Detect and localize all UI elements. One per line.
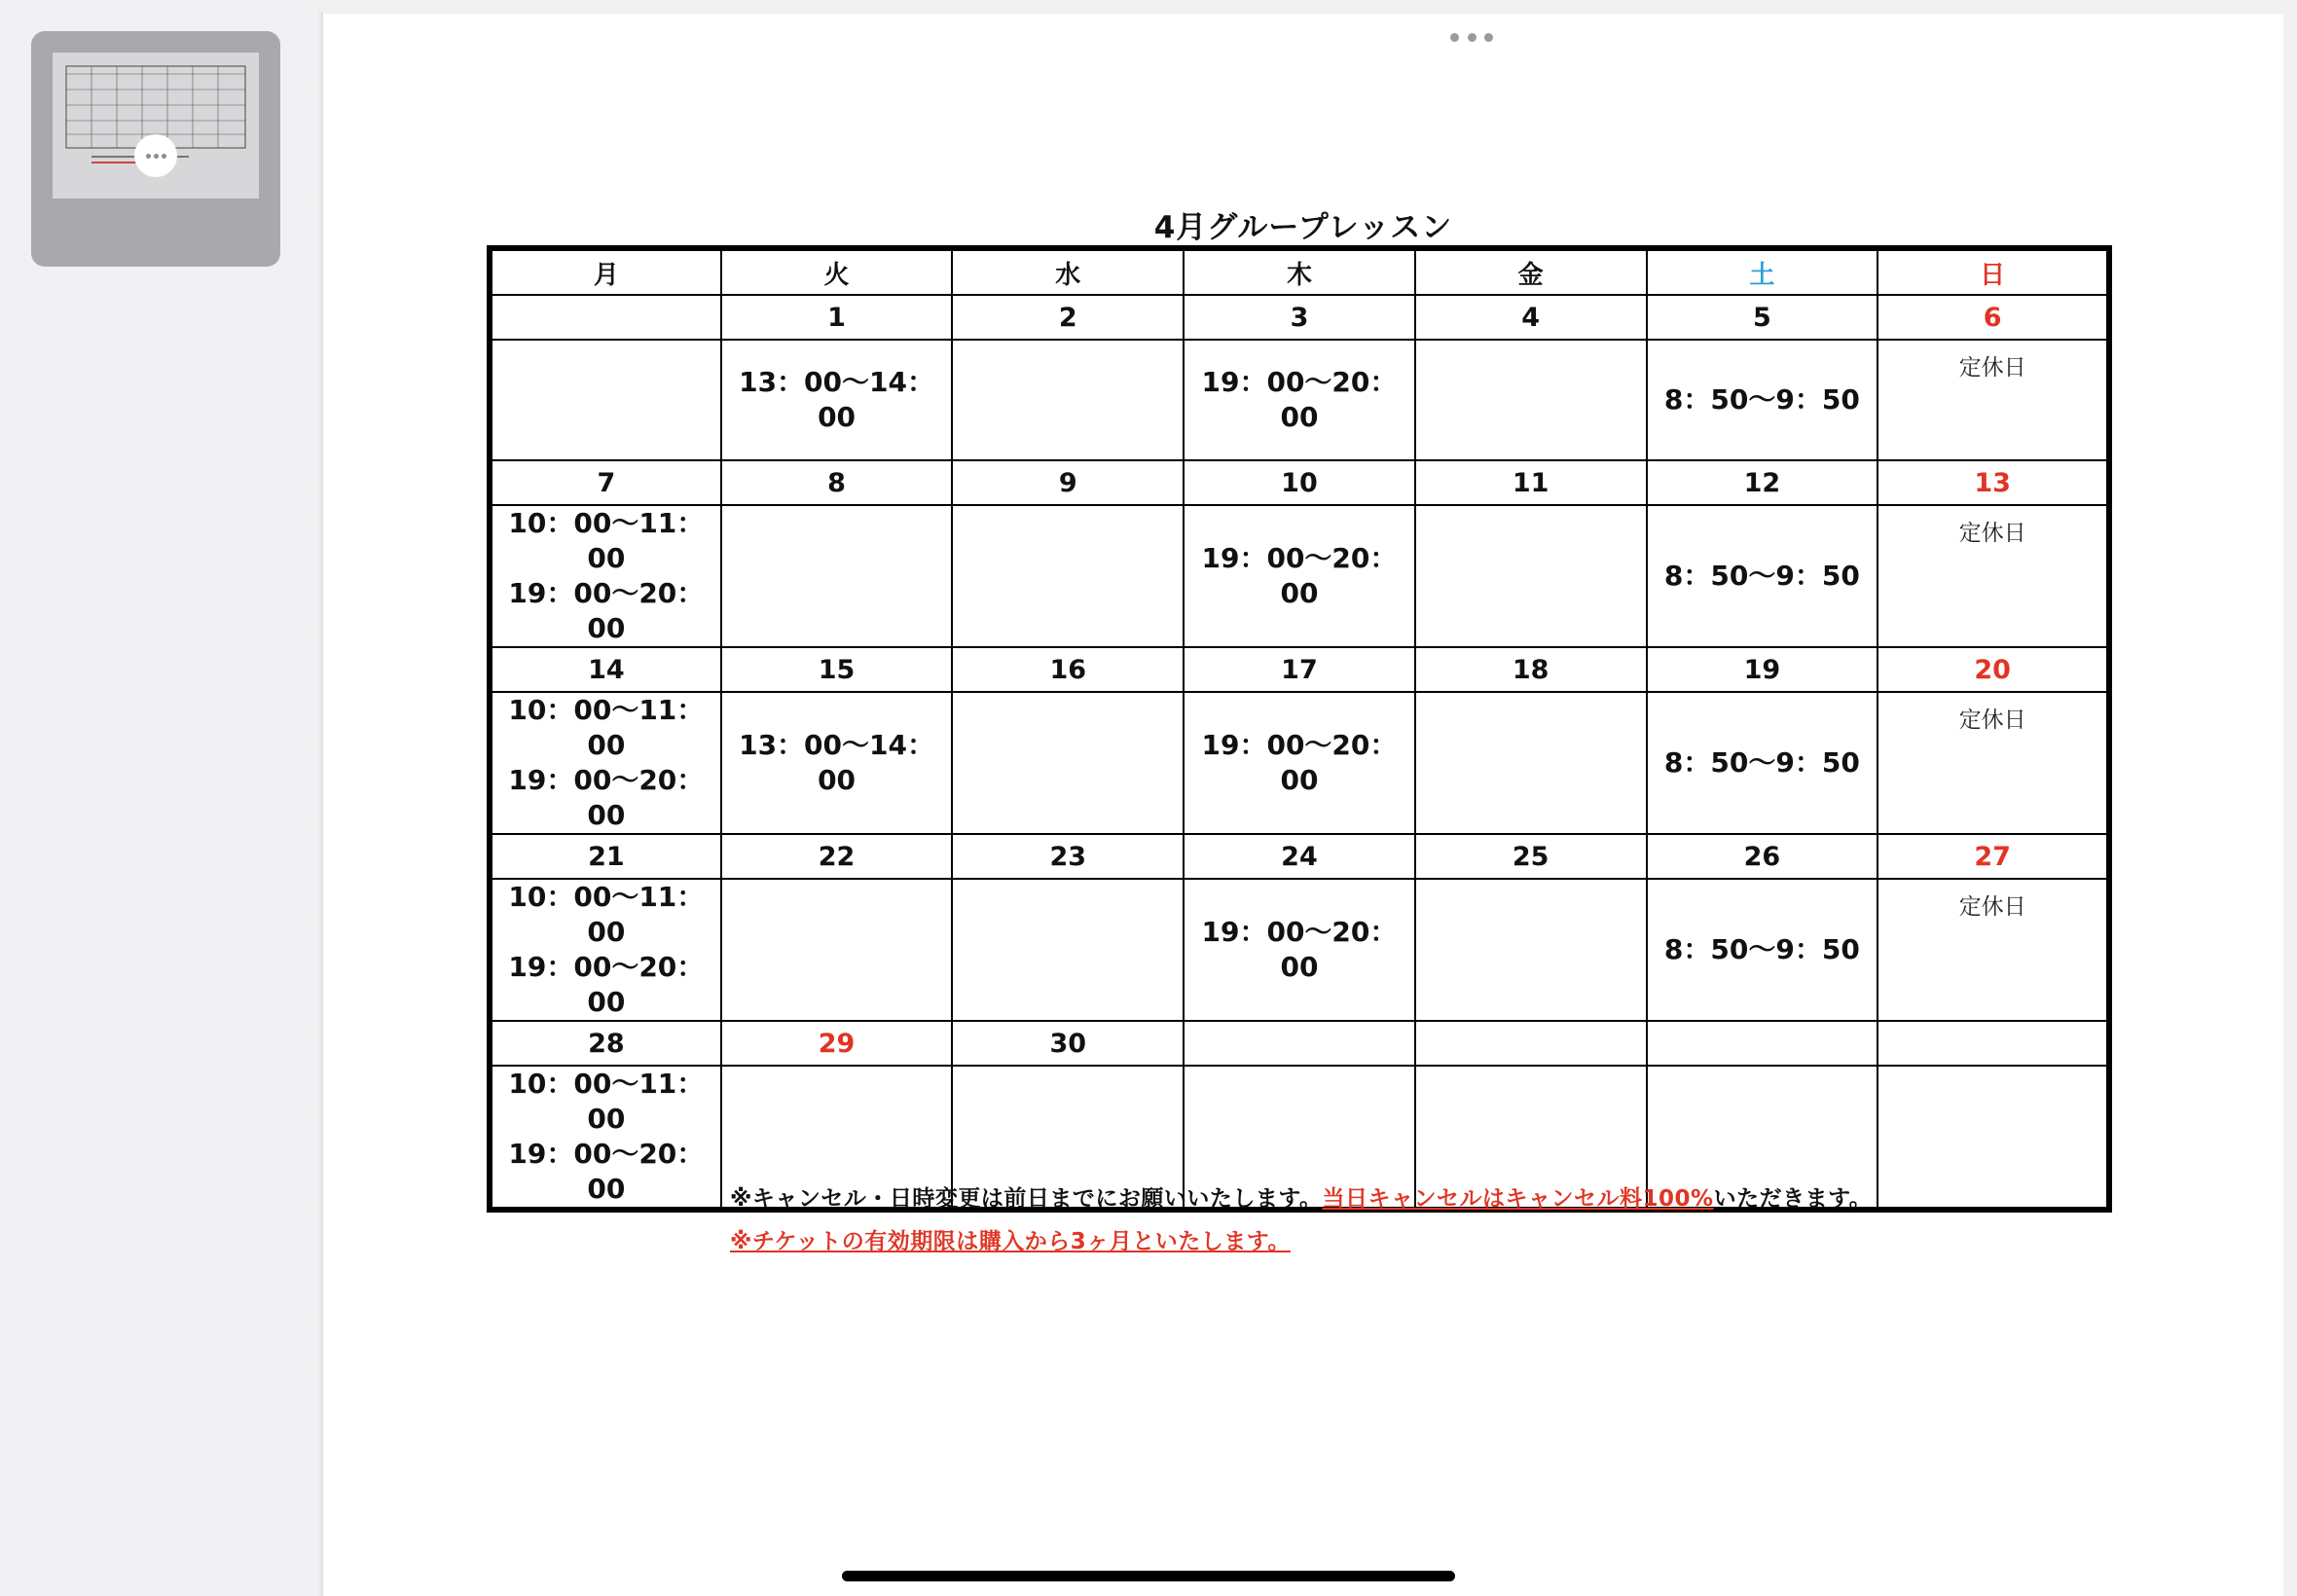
lesson-cell <box>490 340 721 460</box>
lesson-row <box>490 879 2109 1021</box>
lesson-cell <box>1878 1066 2109 1210</box>
date-cell: 17 <box>1184 647 1415 692</box>
ellipsis-icon <box>146 154 151 159</box>
date-cell <box>1415 1021 1647 1066</box>
lesson-time: 10：00〜11：00 <box>508 1068 705 1135</box>
date-cell <box>490 295 721 340</box>
date-cell: 3 <box>1184 295 1415 340</box>
lesson-cell <box>721 505 953 647</box>
lesson-time: 10：00〜11：00 <box>508 507 705 574</box>
lesson-cell <box>1415 340 1647 460</box>
date-cell: 19 <box>1647 647 1878 692</box>
same-day-fee-note: 当日キャンセルはキャンセル料100% <box>1322 1186 1714 1212</box>
date-cell: 22 <box>721 834 953 879</box>
closed-day-label: 定休日 <box>1958 355 2026 381</box>
lesson-time: 8：50〜9：50 <box>1663 746 1860 779</box>
weekday-header: 金 <box>1415 248 1647 295</box>
lesson-time: 19：00〜20：00 <box>1201 729 1398 796</box>
date-cell: 7 <box>490 460 721 505</box>
document-page[interactable] <box>323 14 2283 1596</box>
lesson-cell <box>1184 879 1415 1021</box>
closed-day-label: 定休日 <box>1958 521 2026 546</box>
date-cell: 5 <box>1647 295 1878 340</box>
date-cell <box>1878 1021 2109 1066</box>
ellipsis-icon <box>1450 33 1459 42</box>
lesson-row <box>490 340 2109 460</box>
date-cell: 30 <box>952 1021 1184 1066</box>
date-cell: 20 <box>1878 647 2109 692</box>
date-cell: 14 <box>490 647 721 692</box>
lesson-cell <box>1647 340 1878 460</box>
lesson-cell <box>952 692 1184 834</box>
lesson-time: 13：00〜14：00 <box>739 366 934 433</box>
lesson-cell <box>952 340 1184 460</box>
date-cell: 4 <box>1415 295 1647 340</box>
date-cell: 6 <box>1878 295 2109 340</box>
lesson-time: 8：50〜9：50 <box>1663 383 1860 416</box>
weekday-header: 火 <box>721 248 953 295</box>
lesson-cell <box>1184 692 1415 834</box>
lesson-cell <box>721 692 953 834</box>
lesson-time: 19：00〜20：00 <box>1201 916 1398 983</box>
lesson-cell <box>1184 505 1415 647</box>
date-cell <box>1647 1021 1878 1066</box>
date-cell: 26 <box>1647 834 1878 879</box>
lesson-cell <box>490 1066 721 1210</box>
lesson-cell <box>1878 692 2109 834</box>
lesson-cell <box>490 692 721 834</box>
date-cell: 10 <box>1184 460 1415 505</box>
date-row <box>490 834 2109 879</box>
date-cell: 1 <box>721 295 953 340</box>
date-cell: 8 <box>721 460 953 505</box>
thumbnail-menu-button[interactable] <box>134 134 177 177</box>
weekday-header: 木 <box>1184 248 1415 295</box>
cancellation-note <box>730 1178 1872 1220</box>
lesson-time: 19：00〜20：00 <box>508 577 705 644</box>
lesson-cell <box>721 340 953 460</box>
date-row <box>490 295 2109 340</box>
lesson-time: 19：00〜20：00 <box>1201 366 1398 433</box>
lesson-cell <box>1415 692 1647 834</box>
date-cell: 27 <box>1878 834 2109 879</box>
page-thumbnail[interactable] <box>31 31 280 267</box>
lesson-cell <box>1647 692 1878 834</box>
date-cell: 24 <box>1184 834 1415 879</box>
lesson-calendar <box>487 245 2112 1213</box>
lesson-cell <box>1415 879 1647 1021</box>
lesson-cell <box>952 879 1184 1021</box>
date-cell: 23 <box>952 834 1184 879</box>
lesson-time: 8：50〜9：50 <box>1663 933 1860 965</box>
lesson-time: 10：00〜11：00 <box>508 881 705 948</box>
date-cell: 13 <box>1878 460 2109 505</box>
home-indicator[interactable] <box>842 1571 1455 1581</box>
page-thumbnail-sidebar <box>0 0 319 1596</box>
lesson-row <box>490 505 2109 647</box>
lesson-cell <box>1878 879 2109 1021</box>
lesson-cell <box>490 879 721 1021</box>
lesson-cell <box>1878 505 2109 647</box>
date-cell: 18 <box>1415 647 1647 692</box>
lesson-cell <box>1647 505 1878 647</box>
lesson-cell <box>721 879 953 1021</box>
weekday-header: 日 <box>1878 248 2109 295</box>
lesson-time: 19：00〜20：00 <box>1201 542 1398 609</box>
lesson-time: 19：00〜20：00 <box>508 951 705 1018</box>
date-cell <box>1184 1021 1415 1066</box>
calendar-title: 4月グループレッスン <box>1153 210 1453 245</box>
lesson-row <box>490 692 2109 834</box>
lesson-cell <box>1415 505 1647 647</box>
lesson-cell <box>1647 879 1878 1021</box>
closed-day-label: 定休日 <box>1958 707 2026 733</box>
date-cell: 21 <box>490 834 721 879</box>
lesson-time: 13：00〜14：00 <box>739 729 934 796</box>
date-cell: 28 <box>490 1021 721 1066</box>
date-cell: 2 <box>952 295 1184 340</box>
lesson-cell <box>490 505 721 647</box>
closed-day-label: 定休日 <box>1958 894 2026 920</box>
date-row <box>490 1021 2109 1066</box>
lesson-time: 10：00〜11：00 <box>508 694 705 761</box>
date-cell: 25 <box>1415 834 1647 879</box>
weekday-header: 月 <box>490 248 721 295</box>
lesson-time: 8：50〜9：50 <box>1663 560 1860 592</box>
lesson-cell <box>952 505 1184 647</box>
cancellation-note-suffix: いただきます。 <box>1713 1186 1873 1212</box>
cancellation-note-text: ※キャンセル・日時変更は前日までにお願いいたします。 <box>730 1186 1323 1212</box>
weekday-header: 水 <box>952 248 1184 295</box>
lesson-time: 19：00〜20：00 <box>508 1138 705 1205</box>
weekday-header-row <box>490 248 2109 295</box>
lesson-time: 19：00〜20：00 <box>508 764 705 831</box>
lesson-cell <box>1878 340 2109 460</box>
date-row <box>490 647 2109 692</box>
date-cell: 9 <box>952 460 1184 505</box>
weekday-header: 土 <box>1647 248 1878 295</box>
date-row <box>490 460 2109 505</box>
date-cell: 11 <box>1415 460 1647 505</box>
date-cell: 12 <box>1647 460 1878 505</box>
date-cell: 16 <box>952 647 1184 692</box>
lesson-cell <box>1184 340 1415 460</box>
ticket-expiry-note: ※チケットの有効期限は購入から3ヶ月といたします。 <box>730 1229 1291 1254</box>
date-cell: 15 <box>721 647 953 692</box>
date-cell: 29 <box>721 1021 953 1066</box>
notes <box>730 1178 1872 1263</box>
multitasking-handle[interactable] <box>1450 31 1493 43</box>
